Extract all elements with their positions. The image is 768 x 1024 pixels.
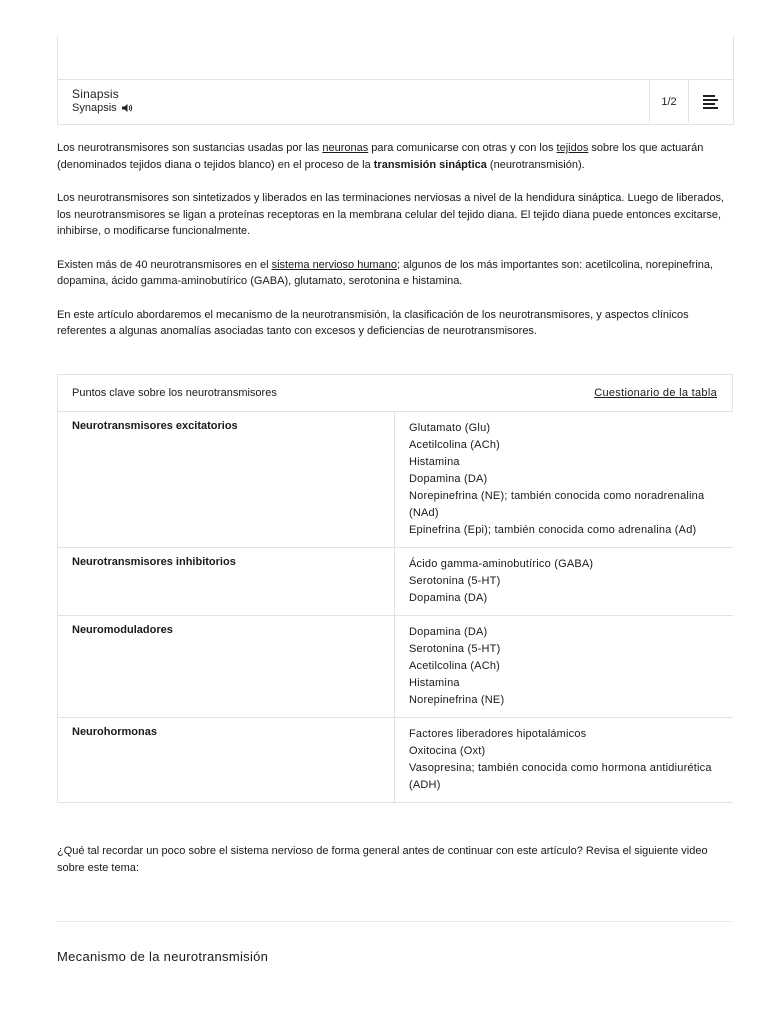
table-row: [58, 616, 733, 718]
row-label: Neurohormonas: [58, 718, 395, 802]
page-indicator: 1/2: [649, 80, 689, 123]
vocabulary-card: [57, 36, 734, 125]
row-items: [395, 616, 733, 717]
row-label: Neuromoduladores: [58, 616, 395, 717]
list-item: Norepinefrina (NE); también conocida como noradrenalina (NAd): [409, 490, 705, 519]
link-sistema-nervioso[interactable]: sistema nervioso humano: [271, 258, 397, 271]
list-item: Ácido gamma-aminobutírico (GABA): [409, 558, 594, 570]
list-item: Glutamato (Glu): [409, 422, 491, 434]
paragraph-overview: En este artículo abordaremos el mecanismo de la neurotransmisión, la clasificación de los neurotransmisores, y aspectos clínicos referentes a algunas anomalías asociadas tanto con excesos y deficiencias de neurotransmisores.: [57, 308, 689, 337]
key-points-header: [58, 375, 733, 412]
section-divider: [57, 921, 732, 922]
table-row: [58, 548, 733, 616]
speaker-icon[interactable]: [121, 103, 133, 113]
list-item: Acetilcolina (ACh): [409, 439, 501, 451]
term-translation[interactable]: [72, 102, 133, 114]
paragraph-count: Existen más de 40 neurotransmisores en el sistema nervioso humano; algunos de los más importantes son: acetilcolina, norepinefrina, dopamina, ácido gamma-aminobutírico (GABA), glutamato, serotonina e histamina.: [57, 258, 714, 287]
link-neuronas[interactable]: neuronas: [322, 142, 369, 154]
key-points-table: [57, 374, 733, 803]
term-word: Sinapsis: [72, 87, 119, 101]
list-item: Dopamina (DA): [409, 473, 488, 485]
paragraph-intro: Los neurotransmisores son sustancias usadas por las neuronas para comunicarse con otras y con los tejidos sobre los que actuarán (denominados tejidos diana o tejidos blanco) en el proceso de la transmisión sináptica (neurotransmisión).: [57, 142, 704, 171]
term-translation-text: Synapsis: [72, 102, 117, 114]
list-item: Acetilcolina (ACh): [409, 660, 501, 672]
article-body: [57, 140, 732, 357]
row-items: [395, 412, 733, 547]
list-item: Norepinefrina (NE): [409, 694, 505, 706]
row-label: Neurotransmisores excitatorios: [58, 412, 395, 547]
section-heading: Mecanismo de la neurotransmisión: [57, 949, 269, 964]
row-label: Neurotransmisores inhibitorios: [58, 548, 395, 615]
link-tejidos[interactable]: tejidos: [556, 142, 589, 154]
table-row: [58, 412, 733, 548]
bold-transmision: transmisión sináptica: [373, 158, 487, 171]
list-item: Oxitocina (Oxt): [409, 745, 486, 757]
menu-lines-icon: [703, 93, 718, 111]
list-item: Histamina: [409, 456, 460, 468]
list-item: Vasopresina; también conocida como hormona antidiurética (ADH): [409, 762, 712, 791]
paragraph-synthesis: Los neurotransmisores son sintetizados y liberados en las terminaciones nerviosas a nivel de la hendidura sináptica. Luego de liberados, los neurotransmisores se ligan a proteínas receptoras en la membrana celular del tejido diana. El tejido diana puede entonces excitarse, inhibirse, o modificarse funcionalmente.: [57, 192, 725, 237]
list-item: Dopamina (DA): [409, 626, 488, 638]
video-prompt-text: ¿Qué tal recordar un poco sobre el sistema nervioso de forma general antes de continuar con este artículo? Revisa el siguiente video sobre este tema:: [57, 845, 708, 874]
menu-button[interactable]: [688, 80, 733, 123]
table-row: [58, 718, 733, 802]
key-points-title: Puntos clave sobre los neurotransmisores: [72, 387, 277, 399]
list-item: Histamina: [409, 677, 460, 689]
row-items: [395, 548, 733, 615]
row-items: [395, 718, 733, 802]
list-item: Serotonina (5-HT): [409, 575, 501, 587]
list-item: Dopamina (DA): [409, 592, 488, 604]
list-item: Serotonina (5-HT): [409, 643, 501, 655]
list-item: Epinefrina (Epi); también conocida como adrenalina (Ad): [409, 524, 697, 536]
term-row: [58, 79, 733, 124]
table-quiz-link[interactable]: Cuestionario de la tabla: [594, 387, 717, 399]
list-item: Factores liberadores hipotalámicos: [409, 728, 587, 740]
